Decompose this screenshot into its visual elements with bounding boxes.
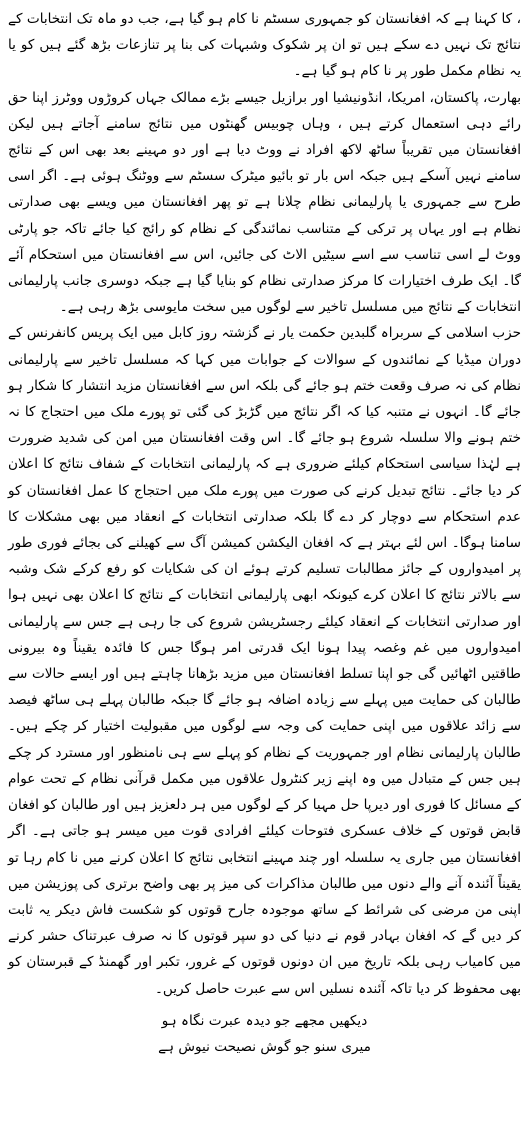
couplet-line-2: میری سنو جو گوش نصیحت نیوش ہے: [158, 1038, 371, 1055]
closing-couplet: [8, 1008, 521, 1060]
article-paragraph-3: حزب اسلامی کے سربراہ گلبدین حکمت یار نے گزشتہ روز کابل میں ایک پریس کانفرنس کے دوران میڈیا کے نمائندوں کے سوالات کے جوابات میں کہا کہ مسلسل تاخیر سے پارلیمانی نظام کی نہ صرف وقعت ختم ہو جائے گی بلکہ اس سے افغانستان مزید انتشار کا شکار ہو جائے گا۔ انہوں نے متنبہ کیا کہ اگر نتائج میں گڑبڑ کی گئی تو پورے ملک میں احتجاج کا نہ ختم ہونے والا سلسلہ شروع ہو جائے گا۔ اس وقت افغانستان میں امن کی شدید ضرورت ہے لہٰذا سیاسی استحکام کیلئے ضروری ہے کہ پارلیمانی انتخابات کے شفاف نتائج کا اعلان کر دیا جائے۔ نتائج تبدیل کرنے کی صورت میں پورے ملک میں احتجاج کا عمل افغانستان کو عدم استحکام سے دوچار کر دے گا بلکہ صدارتی انتخابات کے انعقاد میں بھی مشکلات کا سامنا ہوگا۔ اس لئے بہتر ہے کہ افغان الیکشن کمیشن آگ سے کھیلنے کی بجائے فوری طور پر امیدواروں کے جائز مطالبات تسلیم کرتے ہوئے ان کی شکایات کو رفع کرکے شک وشبہ سے بالاتر نتائج کا اعلان کرے کیونکہ ابھی پارلیمانی انتخابات کے نتائج کا اعلان بھی نہیں ہوا اور صدارتی انتخابات کے انعقاد کیلئے رجسٹریشن شروع کی جا رہی ہے جس سے پارلیمانی امیدواروں میں غم وغصہ پیدا ہونا ایک قدرتی امر ہوگا جس کا فائدہ یقیناً وہ بیرونی طاقتیں اٹھائیں گی جو اپنا تسلط افغانستان میں مزید بڑھانا چاہتے ہیں اور ایسے حالات سے طالبان کی حمایت میں پہلے سے زیادہ اضافہ ہو جائے گا جبکہ طالبان پہلے ہی ساٹھ فیصد سے زائد علاقوں میں اپنی حمایت کی وجہ سے لوگوں میں مقبولیت اختیار کر چکے ہیں۔ طالبان پارلیمانی نظام اور جمہوریت کے نظام کو پہلے سے ہی نامنظور اور مسترد کر چکے ہیں جس کے متبادل میں وہ اپنے زیر کنٹرول علاقوں میں مکمل قرآنی نظام کے تحت عوام کے مسائل کا فوری اور دیرپا حل مہیا کر کے لوگوں میں ہر دلعزیز ہیں اور طالبان کو افغان قابض قوتوں کے خلاف عسکری فتوحات کیلئے افرادی قوت میں میسر ہو جاتی ہے۔ اگر افغانستان میں جاری یہ سلسلہ اور چند مہینے انتخابی نتائج کا اعلان کرنے میں نا کام رہا تو یقیناً آئندہ آنے والے دنوں میں طالبان مذاکرات کی میز پر بھی واضح برتری کی پوزیشن میں اپنی من مرضی کی شرائط کے ساتھ موجودہ جارح قوتوں کو شکست فاش دیکر یہ ثابت کر دیں گے کہ افغان بہادر قوم نے دنیا کی دو سپر قوتوں کا نہ صرف عبرتناک حشر کرنے میں کامیاب رہی بلکہ تاریخ میں ان دونوں قوتوں کے غرور، تکبر اور گھمنڈ کے قبرستان کو بھی محفوظ کر دیا تاکہ آئندہ نسلیں اس سے عبرت حاصل کریں۔: [8, 325, 521, 997]
article-paragraph-1: ، کا کہنا ہے کہ افغانستان کو جمہوری سسٹم نا کام ہو گیا ہے، جب دو ماہ تک انتخابات کے نتائج تک نہیں دے سکے ہیں تو ان پر شکوک وشبہات کی بنا پر تنازعات بڑھ گئے ہیں کو یا یہ نظام مکمل طور پر نا کام ہو گیا ہے۔: [8, 11, 521, 80]
couplet-line-1: دیکھیں مجھے جو دیدہ عبرت نگاہ ہو: [161, 1012, 368, 1029]
article-paragraph-2: بھارت، پاکستان، امریکا، انڈونیشیا اور برازیل جیسے بڑے ممالک جہاں کروڑوں ووٹرز اپنا حق رائے دہی استعمال کرتے ہیں ، وہاں چوبیس گھنٹوں میں نتائج سامنے آجاتے ہیں لیکن افغانستان میں تقریباً ساٹھ لاکھ افراد نے ووٹ دیا ہے اور دو مہینے بعد بھی اس کے نتائج سامنے نہیں آسکے ہیں جبکہ اس بار تو بائیو میٹرک سسٹم سے ووٹنگ ہوئی ہے۔ اگر اسی طرح سے جمہوری یا پارلیمانی نظام چلانا ہے تو پھر افغانستان میں ویسے بھی صدارتی نظام ہے اور یہاں پر ترکی کے متناسب نمائندگی کے نظام کو رائج کیا جائے تاکہ جو پارٹی ووٹ لے اسی تناسب سے اسے سیٹیں الاٹ کی جائیں، اس سے افغانستان میں استحکام آئے گا۔ ایک طرف اختیارات کا مرکز صدارتی نظام کو بنایا گیا ہے جبکہ دوسری جانب پارلیمانی انتخابات کے نتائج میں مسلسل تاخیر سے لوگوں میں سخت مایوسی بڑھ رہی ہے۔: [8, 89, 521, 316]
